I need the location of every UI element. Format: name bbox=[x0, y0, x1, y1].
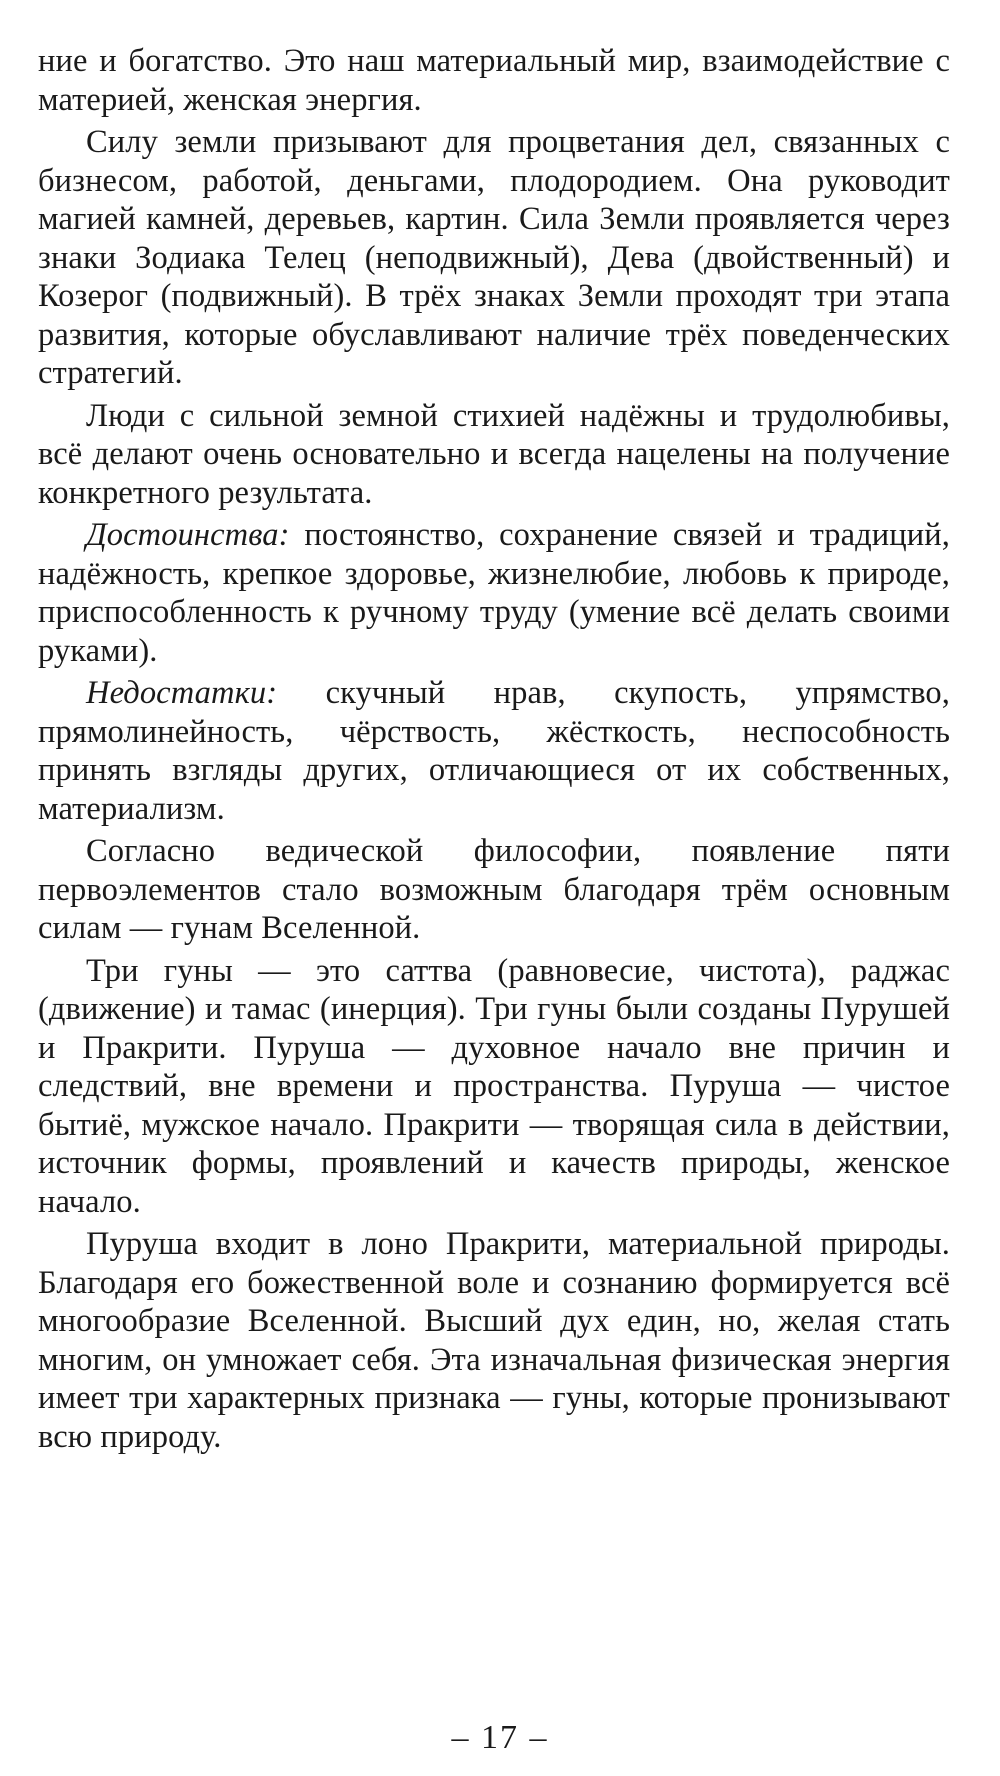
paragraph-flaws bbox=[38, 674, 950, 828]
paragraph-6: Согласно ведической философии, появление пяти первоэлементов стало возможным благодаря трём основным силам — гунам Вселенной. bbox=[38, 833, 950, 946]
paragraph-virtues bbox=[38, 516, 950, 670]
paragraph-3: Люди с сильной земной стихией надёжны и трудолюбивы, всё делают очень основательно и всегда нацелены на получение конкретного результата. bbox=[38, 397, 950, 511]
book-page bbox=[38, 42, 950, 1460]
paragraph-7: Три гуны — это саттва (равновесие, чистота), раджас (движение) и тамас (инерция). Три гуны были созданы Пурушей и Пракрити. Пуруша — духовное начало вне причин и следствий, вне времени и пространства. Пуруша — чистое бытиё, мужское начало. Пракрити — творящая сила в действии, источник формы, проявлений и качеств природы, женское начало. bbox=[38, 952, 950, 1220]
virtues-text: постоянство, сохранение связей и традиций, надёжность, крепкое здоровье, жизнелюбие, любовь к природе, приспособленность к ручному труду (умение всё делать своими руками). bbox=[38, 517, 950, 669]
page-number: – 17 – bbox=[451, 1719, 549, 1756]
flaws-text: скучный нрав, скупость, упрямство, прямолинейность, чёрствость, жёсткость, неспособность принять взгляды других, отличающиеся от их собственных, материализм. bbox=[38, 675, 950, 827]
flaws-heading: Недостатки: bbox=[86, 675, 278, 711]
virtues-heading: Достоинства: bbox=[86, 517, 290, 553]
paragraph-2: Силу земли призывают для процветания дел, связанных с бизнесом, работой, деньгами, плодородием. Она руководит магией камней, деревьев, картин. Сила Земли проявляется через знаки Зодиака Телец (неподвижный), Дева (двойственный) и Козерог (подвижный). В трёх знаках Земли проходят три этапа развития, которые обуславливают наличие трёх поведенческих стратегий. bbox=[38, 124, 950, 391]
paragraph-1: ние и богатство. Это наш материальный мир, взаимодействие с материей, женская энергия. bbox=[38, 43, 950, 118]
paragraph-8: Пуруша входит в лоно Пракрити, материальной природы. Благодаря его божественной воле и сознанию формируется всё многообразие Вселенной. Высший дух един, но, желая стать многим, он умножает себя. Эта изначальная физическая энергия имеет три характерных признака — гуны, которые пронизывают всю природу. bbox=[38, 1226, 950, 1455]
